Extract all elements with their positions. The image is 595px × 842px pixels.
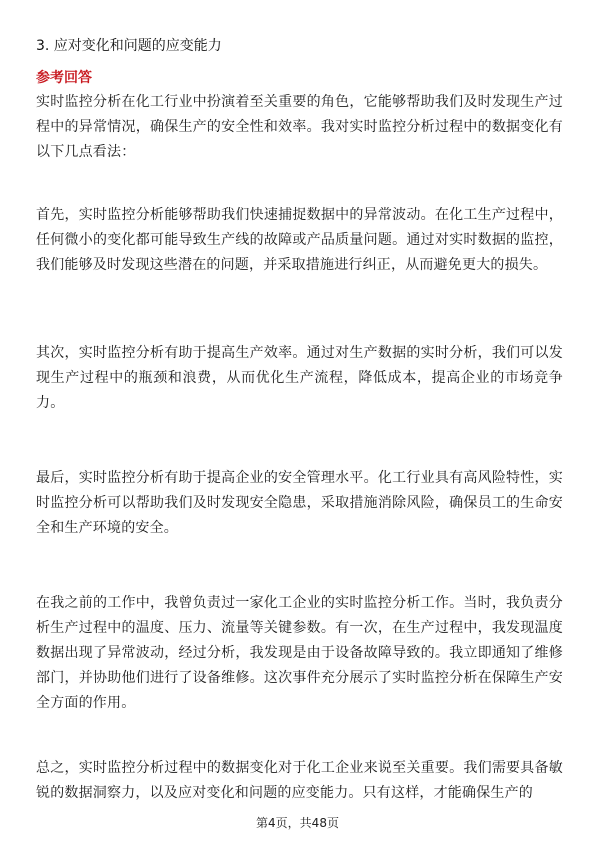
paragraph-experience: 在我之前的工作中，我曾负责过一家化工企业的实时监控分析工作。当时，我负责分析生产过程中的温度、压力、流量等关键参数。有一次，在生产过程中，我发现温度数据出现了异常波动，经过分析，我发现是由于设备故障导致的。我立即通知了维修部门，并协助他们进行了设备维修。这次事件充分展示了实时监控分析在保障生产安全方面的作用。 [36, 595, 563, 711]
page-number-footer: 第4页，共48页 [256, 816, 339, 830]
section-heading: 3. 应对变化和问题的应变能力 [36, 38, 222, 54]
paragraph-second-point: 其次，实时监控分析有助于提高生产效率。通过对生产数据的实时分析，我们可以发现生产过程中的瓶颈和浪费，从而优化生产流程，降低成本，提高企业的市场竞争力。 [36, 345, 563, 411]
paragraph-third-point: 最后，实时监控分析有助于提高企业的安全管理水平。化工行业具有高风险特性，实时监控分析可以帮助我们及时发现安全隐患，采取措施消除风险，确保员工的生命安全和生产环境的安全。 [36, 470, 563, 536]
paragraph-first-point: 首先，实时监控分析能够帮助我们快速捕捉数据中的异常波动。在化工生产过程中，任何微小的变化都可能导致生产线的故障或产品质量问题。通过对实时数据的监控，我们能够及时发现这些潜在的问题，并采取措施进行纠正，从而避免更大的损失。 [36, 207, 563, 273]
paragraph-intro: 实时监控分析在化工行业中扮演着至关重要的角色，它能够帮助我们及时发现生产过程中的异常情况，确保生产的安全性和效率。我对实时监控分析过程中的数据变化有以下几点看法： [36, 94, 563, 160]
paragraph-conclusion: 总之，实时监控分析过程中的数据变化对于化工企业来说至关重要。我们需要具备敏锐的数据洞察力，以及应对变化和问题的应变能力。只有这样，才能确保生产的 [36, 760, 563, 801]
reference-answer-label: 参考回答 [36, 70, 92, 86]
